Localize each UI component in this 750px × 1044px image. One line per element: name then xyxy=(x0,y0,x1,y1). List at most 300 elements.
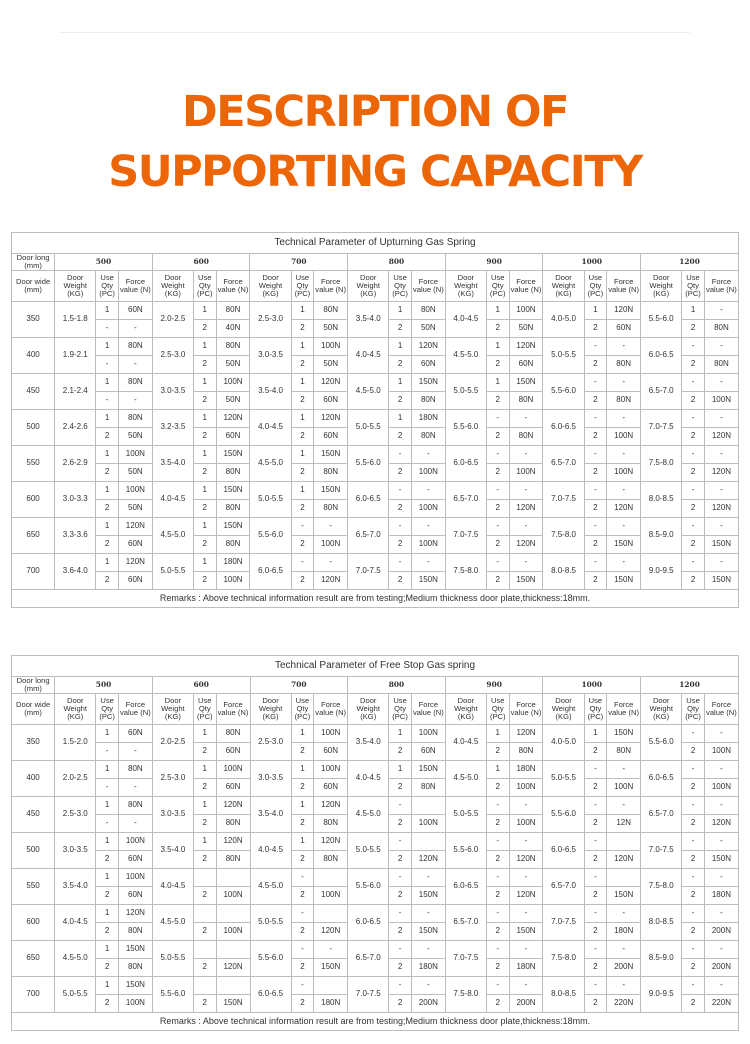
force-value: - xyxy=(704,554,738,572)
force-value: 100N xyxy=(216,761,250,779)
use-qty-value: 2 xyxy=(291,572,314,590)
use-qty-value: 1 xyxy=(291,410,314,428)
table-row xyxy=(12,905,739,923)
door-long-label: Door long (mm) xyxy=(12,254,55,271)
door-wide-value: 400 xyxy=(12,761,55,797)
use-qty-value: 2 xyxy=(584,743,607,761)
remarks: Remarks : Above technical information result are from testing;Medium thickness door plate,thickness:18mm. xyxy=(12,1013,739,1031)
table-row xyxy=(12,338,739,356)
door-wide-value: 500 xyxy=(12,833,55,869)
use-qty-value: 2 xyxy=(682,923,705,941)
force-value xyxy=(314,869,348,887)
use-qty-value: - xyxy=(389,446,412,464)
door-weight-value: 3.5-4.0 xyxy=(348,302,389,338)
door-long-value: 1200 xyxy=(641,677,739,694)
use-qty-value: 1 xyxy=(486,374,509,392)
use-qty-value: 1 xyxy=(96,482,119,500)
force-value: 80N xyxy=(216,725,250,743)
use-qty-value: 1 xyxy=(193,725,216,743)
use-qty-value: 2 xyxy=(291,923,314,941)
force-value: - xyxy=(411,446,445,464)
use-qty-value: - xyxy=(682,554,705,572)
force-value: 80N xyxy=(411,428,445,446)
door-long-value: 800 xyxy=(348,677,446,694)
door-weight-value: 8.0-8.5 xyxy=(543,977,584,1013)
use-qty-value: 1 xyxy=(291,374,314,392)
force-value: 60N xyxy=(216,428,250,446)
use-qty-value: 2 xyxy=(193,743,216,761)
use-qty-value: 1 xyxy=(291,761,314,779)
table-row xyxy=(12,797,739,815)
force-value: 50N xyxy=(314,356,348,374)
force-value: 80N xyxy=(118,797,152,815)
use-qty-value: 2 xyxy=(486,959,509,977)
force-value-header: Force value (N) xyxy=(607,271,641,302)
door-weight-value: 4.5-5.0 xyxy=(250,869,291,905)
use-qty-value: - xyxy=(584,338,607,356)
door-weight-value: 4.0-5.0 xyxy=(543,725,584,761)
use-qty-value: - xyxy=(389,518,412,536)
door-weight-value: 8.5-9.0 xyxy=(641,518,682,554)
door-weight-value: 4.5-5.0 xyxy=(250,446,291,482)
force-value xyxy=(607,833,641,851)
use-qty-value: 2 xyxy=(193,464,216,482)
spec-table xyxy=(11,655,739,1031)
use-qty-value: 2 xyxy=(682,815,705,833)
door-weight-value: 8.0-8.5 xyxy=(543,554,584,590)
door-weight-value: 5.0-5.5 xyxy=(152,554,193,590)
force-value: - xyxy=(118,779,152,797)
use-qty-value: 2 xyxy=(584,572,607,590)
door-weight-header: Door Weight (KG) xyxy=(641,694,682,725)
door-wide-value: 650 xyxy=(12,518,55,554)
force-value: 100N xyxy=(704,743,738,761)
force-value: 120N xyxy=(216,797,250,815)
door-weight-value: 3.5-4.0 xyxy=(152,833,193,869)
door-weight-value: 3.0-3.5 xyxy=(152,374,193,410)
use-qty-value: 2 xyxy=(291,392,314,410)
force-value: - xyxy=(607,797,641,815)
use-qty-value: 1 xyxy=(193,797,216,815)
force-value: 100N xyxy=(607,464,641,482)
door-long-label: Door long (mm) xyxy=(12,677,55,694)
force-value: 120N xyxy=(509,887,543,905)
use-qty-value: 2 xyxy=(584,428,607,446)
use-qty-value: 2 xyxy=(682,851,705,869)
force-value-header: Force value (N) xyxy=(118,694,152,725)
force-value: 180N xyxy=(411,410,445,428)
use-qty-value: 2 xyxy=(96,464,119,482)
door-long-value: 500 xyxy=(55,254,153,271)
use-qty-value: - xyxy=(584,410,607,428)
use-qty-value: - xyxy=(486,941,509,959)
force-value: 150N xyxy=(411,572,445,590)
door-weight-value: 3.5-4.0 xyxy=(250,797,291,833)
door-weight-value: 5.5-6.0 xyxy=(445,833,486,869)
use-qty-value: 1 xyxy=(486,725,509,743)
force-value: 220N xyxy=(607,995,641,1013)
use-qty-value: - xyxy=(389,797,412,815)
force-value: 200N xyxy=(607,959,641,977)
force-value: - xyxy=(704,446,738,464)
force-value: 180N xyxy=(411,959,445,977)
force-value: 200N xyxy=(704,923,738,941)
use-qty-value: - xyxy=(682,869,705,887)
force-value: 60N xyxy=(118,302,152,320)
force-value: - xyxy=(411,941,445,959)
door-weight-value: 6.0-6.5 xyxy=(445,446,486,482)
use-qty-value: 1 xyxy=(96,554,119,572)
use-qty-value: - xyxy=(584,761,607,779)
use-qty-value: 1 xyxy=(291,482,314,500)
force-value: 150N xyxy=(216,446,250,464)
use-qty-value: 2 xyxy=(291,428,314,446)
force-value: 80N xyxy=(704,356,738,374)
use-qty-value: 2 xyxy=(682,464,705,482)
use-qty-value: 1 xyxy=(389,410,412,428)
use-qty-value: 1 xyxy=(193,761,216,779)
door-weight-value: 5.5-6.0 xyxy=(445,410,486,446)
force-value: 120N xyxy=(509,725,543,743)
use-qty-value: 2 xyxy=(389,464,412,482)
use-qty-value: - xyxy=(389,482,412,500)
use-qty-value: - xyxy=(584,941,607,959)
use-qty-value: 2 xyxy=(96,887,119,905)
force-value: 80N xyxy=(118,761,152,779)
use-qty-value: 2 xyxy=(291,995,314,1013)
use-qty-value: 2 xyxy=(486,815,509,833)
force-value: 100N xyxy=(118,446,152,464)
use-qty-value: 1 xyxy=(584,725,607,743)
use-qty-value: - xyxy=(486,905,509,923)
force-value: 120N xyxy=(509,536,543,554)
use-qty-value: 1 xyxy=(96,302,119,320)
door-weight-value: 5.0-5.5 xyxy=(250,905,291,941)
force-value-header: Force value (N) xyxy=(607,694,641,725)
use-qty-value: 2 xyxy=(193,923,216,941)
force-value: 80N xyxy=(314,851,348,869)
door-weight-value: 7.5-8.0 xyxy=(641,446,682,482)
force-value: - xyxy=(704,518,738,536)
use-qty-value: 2 xyxy=(193,887,216,905)
table-row xyxy=(12,302,739,320)
force-value: 100N xyxy=(411,725,445,743)
force-value: 150N xyxy=(314,482,348,500)
table-row xyxy=(12,446,739,464)
door-weight-value: 6.0-6.5 xyxy=(543,410,584,446)
use-qty-value: 2 xyxy=(193,815,216,833)
force-value: 100N xyxy=(411,500,445,518)
force-value: - xyxy=(509,446,543,464)
use-qty-value: 2 xyxy=(96,572,119,590)
force-value: 80N xyxy=(704,320,738,338)
use-qty-value: 2 xyxy=(682,320,705,338)
use-qty-value: - xyxy=(291,941,314,959)
use-qty-value: - xyxy=(682,446,705,464)
table-row xyxy=(12,482,739,500)
use-qty-value: - xyxy=(584,374,607,392)
use-qty-header: Use Qty (PC) xyxy=(486,694,509,725)
door-weight-value: 5.5-6.0 xyxy=(543,374,584,410)
force-value: - xyxy=(509,977,543,995)
upturning-gas-spring-table xyxy=(11,232,739,608)
door-weight-header: Door Weight (KG) xyxy=(152,271,193,302)
force-value: 150N xyxy=(314,959,348,977)
use-qty-value: 1 xyxy=(193,446,216,464)
door-weight-header: Door Weight (KG) xyxy=(641,271,682,302)
force-value: 80N xyxy=(216,500,250,518)
use-qty-value xyxy=(193,977,216,995)
use-qty-value: 2 xyxy=(389,356,412,374)
use-qty-value: 2 xyxy=(291,887,314,905)
force-value: - xyxy=(411,977,445,995)
door-weight-value: 5.5-6.0 xyxy=(250,941,291,977)
force-value: 100N xyxy=(216,572,250,590)
use-qty-value: 2 xyxy=(486,536,509,554)
use-qty-value: 2 xyxy=(584,995,607,1013)
force-value: 150N xyxy=(216,995,250,1013)
door-wide-value: 550 xyxy=(12,869,55,905)
door-long-value: 1000 xyxy=(543,677,641,694)
use-qty-value: - xyxy=(291,518,314,536)
force-value: - xyxy=(118,815,152,833)
table-row xyxy=(12,410,739,428)
door-weight-value: 4.0-4.5 xyxy=(152,869,193,905)
door-weight-header: Door Weight (KG) xyxy=(543,271,584,302)
use-qty-value: 2 xyxy=(682,743,705,761)
force-value: - xyxy=(509,482,543,500)
force-value: - xyxy=(118,392,152,410)
use-qty-value: 2 xyxy=(389,923,412,941)
door-wide-value: 700 xyxy=(12,977,55,1013)
use-qty-value: - xyxy=(96,779,119,797)
force-value: - xyxy=(314,941,348,959)
force-value: 150N xyxy=(314,446,348,464)
door-weight-value: 5.5-6.0 xyxy=(152,977,193,1013)
force-value: 40N xyxy=(216,320,250,338)
use-qty-value xyxy=(193,905,216,923)
force-value: 60N xyxy=(216,743,250,761)
door-weight-value: 2.6-2.9 xyxy=(55,446,96,482)
force-value: - xyxy=(411,554,445,572)
door-weight-value: 7.5-8.0 xyxy=(543,518,584,554)
door-wide-value: 450 xyxy=(12,374,55,410)
use-qty-value: - xyxy=(682,518,705,536)
door-weight-value: 1.5-2.0 xyxy=(55,725,96,761)
use-qty-value: - xyxy=(682,977,705,995)
force-value: 150N xyxy=(216,482,250,500)
use-qty-value: - xyxy=(584,869,607,887)
door-weight-value: 7.0-7.5 xyxy=(543,905,584,941)
use-qty-value: 1 xyxy=(96,869,119,887)
force-value: 80N xyxy=(118,338,152,356)
door-weight-value: 3.0-3.5 xyxy=(250,338,291,374)
use-qty-value: - xyxy=(389,941,412,959)
use-qty-value: 2 xyxy=(291,356,314,374)
door-weight-value: 4.5-5.0 xyxy=(152,905,193,941)
force-value: 80N xyxy=(607,743,641,761)
door-weight-value: 7.0-7.5 xyxy=(445,941,486,977)
use-qty-value: 2 xyxy=(389,392,412,410)
door-weight-value: 6.5-7.0 xyxy=(348,941,389,977)
force-value: 120N xyxy=(607,302,641,320)
force-value: 50N xyxy=(216,392,250,410)
force-value xyxy=(314,977,348,995)
door-weight-value: 4.5-5.0 xyxy=(55,941,96,977)
door-long-value: 600 xyxy=(152,677,250,694)
use-qty-value: 2 xyxy=(96,851,119,869)
door-weight-value: 3.0-3.5 xyxy=(55,833,96,869)
use-qty-value: 1 xyxy=(96,518,119,536)
force-value: 150N xyxy=(607,725,641,743)
door-weight-value: 7.5-8.0 xyxy=(543,941,584,977)
door-weight-value: 5.0-5.5 xyxy=(55,977,96,1013)
force-value: 120N xyxy=(118,518,152,536)
use-qty-value: 2 xyxy=(486,392,509,410)
force-value: 80N xyxy=(411,302,445,320)
use-qty-value: 1 xyxy=(486,761,509,779)
door-weight-header: Door Weight (KG) xyxy=(250,271,291,302)
force-value: - xyxy=(704,302,738,320)
force-value: 100N xyxy=(314,761,348,779)
force-value: - xyxy=(704,374,738,392)
use-qty-value: 2 xyxy=(193,536,216,554)
force-value: - xyxy=(118,320,152,338)
door-weight-value: 3.5-4.0 xyxy=(250,374,291,410)
use-qty-value: 2 xyxy=(193,320,216,338)
door-weight-value: 4.5-5.0 xyxy=(152,518,193,554)
use-qty-value: 2 xyxy=(389,536,412,554)
door-weight-value: 7.0-7.5 xyxy=(445,518,486,554)
use-qty-value: 1 xyxy=(291,725,314,743)
use-qty-value: 2 xyxy=(486,500,509,518)
force-value: 100N xyxy=(704,392,738,410)
door-wide-value: 450 xyxy=(12,797,55,833)
use-qty-value: 1 xyxy=(682,302,705,320)
table-row xyxy=(12,374,739,392)
door-long-value: 700 xyxy=(250,254,348,271)
door-weight-value: 3.2-3.5 xyxy=(152,410,193,446)
use-qty-value: 2 xyxy=(389,743,412,761)
force-value: 80N xyxy=(314,815,348,833)
use-qty-value: 2 xyxy=(96,500,119,518)
force-value: 120N xyxy=(704,815,738,833)
door-weight-value: 6.0-6.5 xyxy=(445,869,486,905)
door-weight-value: 2.0-2.5 xyxy=(55,761,96,797)
use-qty-value: - xyxy=(486,482,509,500)
use-qty-header: Use Qty (PC) xyxy=(584,694,607,725)
table-title: Technical Parameter of Free Stop Gas spring xyxy=(12,656,739,677)
force-value: 60N xyxy=(118,887,152,905)
force-value: - xyxy=(607,374,641,392)
force-value: - xyxy=(509,833,543,851)
use-qty-value: 2 xyxy=(96,428,119,446)
door-weight-header: Door Weight (KG) xyxy=(152,694,193,725)
force-value: 150N xyxy=(704,851,738,869)
door-weight-value: 4.0-4.5 xyxy=(445,725,486,761)
use-qty-header: Use Qty (PC) xyxy=(193,694,216,725)
use-qty-value: 1 xyxy=(486,338,509,356)
force-value xyxy=(216,977,250,995)
use-qty-value: 2 xyxy=(389,851,412,869)
force-value: 80N xyxy=(216,815,250,833)
force-value: 180N xyxy=(509,959,543,977)
force-value-header: Force value (N) xyxy=(509,694,543,725)
door-long-value: 900 xyxy=(445,677,543,694)
title-line-1: DESCRIPTION OF xyxy=(182,87,568,137)
use-qty-value: 2 xyxy=(193,779,216,797)
force-value: 60N xyxy=(118,536,152,554)
use-qty-value: 2 xyxy=(486,320,509,338)
force-value-header: Force value (N) xyxy=(509,271,543,302)
table-title: Technical Parameter of Upturning Gas Spring xyxy=(12,233,739,254)
use-qty-value: - xyxy=(486,446,509,464)
use-qty-header: Use Qty (PC) xyxy=(291,271,314,302)
force-value: 200N xyxy=(509,995,543,1013)
use-qty-value: - xyxy=(584,797,607,815)
door-weight-header: Door Weight (KG) xyxy=(348,694,389,725)
use-qty-value: 2 xyxy=(291,320,314,338)
force-value: 150N xyxy=(411,887,445,905)
use-qty-value: - xyxy=(389,905,412,923)
force-value: - xyxy=(704,833,738,851)
force-value: 50N xyxy=(411,320,445,338)
force-value: 80N xyxy=(118,923,152,941)
force-value: 80N xyxy=(509,392,543,410)
use-qty-value: 2 xyxy=(193,356,216,374)
door-weight-value: 4.0-4.5 xyxy=(348,338,389,374)
force-value: 100N xyxy=(509,464,543,482)
force-value xyxy=(216,905,250,923)
door-weight-value: 6.5-7.0 xyxy=(641,374,682,410)
use-qty-value: - xyxy=(486,797,509,815)
free-stop-gas-spring-table xyxy=(11,655,739,1031)
use-qty-value: 2 xyxy=(291,815,314,833)
use-qty-value: 2 xyxy=(584,320,607,338)
force-value: 60N xyxy=(607,320,641,338)
door-wide-label: Door wide (mm) xyxy=(12,271,55,302)
use-qty-value: - xyxy=(486,554,509,572)
force-value: 60N xyxy=(314,779,348,797)
use-qty-value: 1 xyxy=(193,833,216,851)
force-value: - xyxy=(118,743,152,761)
force-value: 60N xyxy=(411,743,445,761)
use-qty-value: 2 xyxy=(486,779,509,797)
use-qty-value: 2 xyxy=(389,320,412,338)
force-value: - xyxy=(509,941,543,959)
force-value: 100N xyxy=(509,815,543,833)
use-qty-value: 2 xyxy=(584,923,607,941)
use-qty-value: 2 xyxy=(389,572,412,590)
door-weight-value: 3.0-3.5 xyxy=(250,761,291,797)
use-qty-value: 2 xyxy=(486,887,509,905)
door-weight-value: 3.5-4.0 xyxy=(55,869,96,905)
use-qty-value: 2 xyxy=(291,743,314,761)
door-weight-value: 5.5-6.0 xyxy=(348,446,389,482)
force-value: 80N xyxy=(118,410,152,428)
use-qty-value xyxy=(193,869,216,887)
use-qty-value: - xyxy=(486,833,509,851)
force-value: 150N xyxy=(118,941,152,959)
door-weight-value: 4.0-4.5 xyxy=(55,905,96,941)
use-qty-value: 2 xyxy=(291,779,314,797)
use-qty-value: - xyxy=(96,392,119,410)
use-qty-value: 2 xyxy=(584,464,607,482)
force-value: - xyxy=(411,482,445,500)
force-value: 100N xyxy=(704,779,738,797)
use-qty-header: Use Qty (PC) xyxy=(389,694,412,725)
force-value: 150N xyxy=(509,374,543,392)
